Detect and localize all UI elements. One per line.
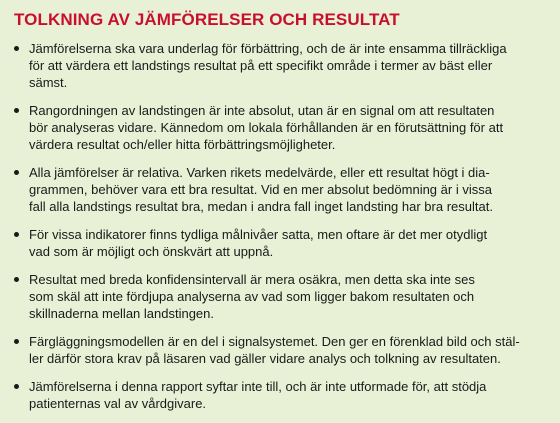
- bullet-icon: [14, 232, 19, 237]
- panel-heading: TOLKNING AV JÄMFÖRELSER OCH RESULTAT: [14, 10, 400, 29]
- list-item-text: Jämförelserna i denna rapport syftar inte till, och är inte utformade för, att stödja patienternas val av vårdgivare.: [29, 379, 487, 411]
- list-item: [14, 40, 546, 91]
- list-item-text: Resultat med breda konfidensintervall är mera osäkra, men detta ska inte ses som skäl att inte fördjupa analyserna av vad som ligger bakom resultaten och skillnaderna mellan landstingen.: [29, 272, 475, 321]
- bullet-icon: [14, 108, 19, 113]
- list-item: [14, 102, 546, 153]
- list-item: [14, 164, 546, 215]
- bullet-icon: [14, 277, 19, 282]
- bullet-icon: [14, 384, 19, 389]
- list-item-text: För vissa indikatorer finns tydliga målnivåer satta, men oftare är det mer otydligt vad som är möjligt och önskvärt att uppnå.: [29, 227, 488, 259]
- list-item: [14, 333, 546, 367]
- bullet-icon: [14, 339, 19, 344]
- list-item-text: Jämförelserna ska vara underlag för förbättring, och de är inte ensamma tillräckliga för att värdera ett landstings resultat på ett specifikt område i termer av bäst eller sämst.: [29, 41, 507, 90]
- list-item: [14, 271, 546, 322]
- list-item-text: Rangordningen av landstingen är inte absolut, utan är en signal om att resultaten bör analyseras vidare. Kännedom om lokala förhållanden är en förutsättning för att värdera resultat och/eller hitta förbättringsmöjligheter.: [29, 103, 504, 152]
- bullet-icon: [14, 170, 19, 175]
- list-item-text: Alla jämförelser är relativa. Varken rikets medelvärde, eller ett resultat högt i dia- grammen, behöver vara ett bra resultat. Vid en mer absolut bedömning är i vissa fall alla landstings resultat bra, medan i andra fall inget landsting har bra resultat.: [29, 165, 493, 214]
- list-item: [14, 226, 546, 260]
- list-item: [14, 378, 546, 412]
- list-item-text: Färgläggningsmodellen är en del i signalsystemet. Den ger en förenklad bild och stäl- ler därför stora krav på läsaren vad gäller vidare analys och tolkning av resultaten.: [29, 334, 520, 366]
- bullet-list: [14, 40, 546, 412]
- bullet-icon: [14, 46, 19, 51]
